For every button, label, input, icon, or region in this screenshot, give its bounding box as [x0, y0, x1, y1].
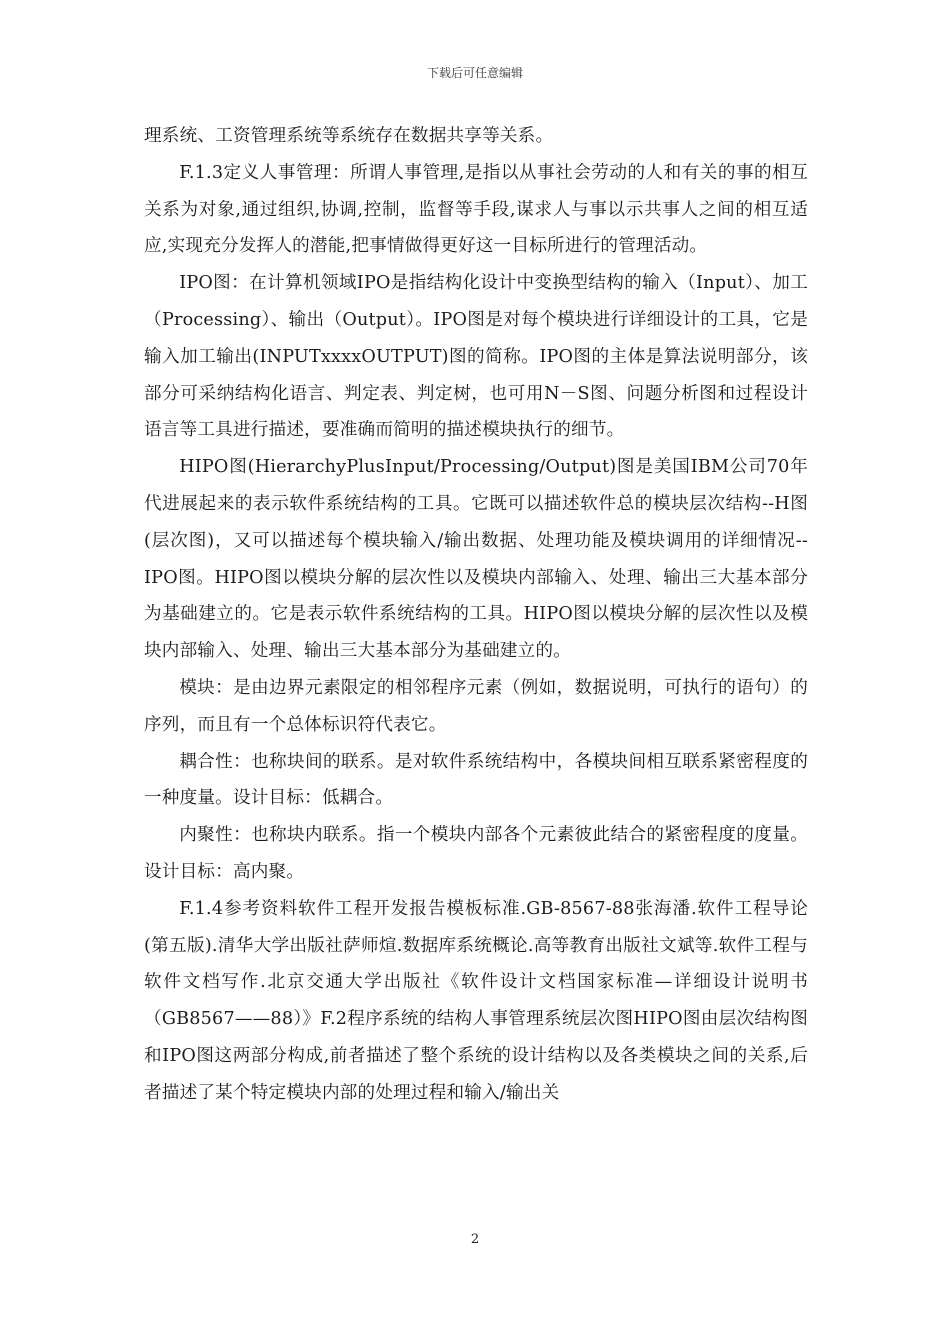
paragraph-ipo-chart: IPO图：在计算机领域IPO是指结构化设计中变换型结构的输入（Input）、加工（Processing）、输出（Output）。IPO图是对每个模块进行详细设计的工具，它是输入加工输出(INPUTxxxxOUTPUT)图的简称。IPO图的主体是算法说明部分，该部分可采纳结构化语言、判定表、判定树，也可用N－S图、问题分析图和过程设计语言等工具进行描述，要准确而简明的描述模块执行的细节。	[144, 273, 808, 441]
paragraph-references: F.1.4参考资料软件工程开发报告模板标准.GB-8567-88张海潘.软件工程导论(第五版).清华大学出版社萨师煊.数据库系统概论.高等教育出版社文斌等.软件工程与软件文档写作.北京交通大学出版社《软件设计文档国家标准—详细设计说明书（GB8567——88）》F.2程序系统的结构人事管理系统层次图HIPO图由层次结构图和IPO图这两部分构成,前者描述了整个系统的设计结构以及各类模块之间的关系,后者描述了某个特定模块内部的处理过程和输入/输出关	[144, 898, 808, 1103]
page-header: 下载后可任意编辑	[426, 66, 523, 80]
page-number: 2	[470, 1232, 480, 1247]
paragraph-cohesion: 内聚性：也称块内联系。指一个模块内部各个元素彼此结合的紧密程度的度量。设计目标：高内聚。	[144, 825, 808, 882]
paragraph-hipo-chart: HIPO图(HierarchyPlusInput/Processing/Output)图是美国IBM公司70年代进展起来的表示软件系统结构的工具。它既可以描述软件总的模块层次结构--H图(层次图)，又可以描述每个模块输入/输出数据、处理功能及模块调用的详细情况--IPO图。HIPO图以模块分解的层次性以及模块内部输入、处理、输出三大基本部分为基础建立的。它是表示软件系统结构的工具。HIPO图以模块分解的层次性以及模块内部输入、处理、输出三大基本部分为基础建立的。	[144, 457, 808, 662]
body-text	[144, 118, 808, 1112]
paragraph-coupling: 耦合性：也称块间的联系。是对软件系统结构中，各模块间相互联系紧密程度的一种度量。设计目标：低耦合。	[144, 751, 808, 809]
paragraph-module: 模块：是由边界元素限定的相邻程序元素（例如，数据说明，可执行的语句）的序列，而且有一个总体标识符代表它。	[144, 677, 808, 735]
paragraph-personnel-management: F.1.3定义人事管理：所谓人事管理,是指以从事社会劳动的人和有关的事的相互关系为对象,通过组织,协调,控制，监督等手段,谋求人与事以示共事人之间的相互适应,实现充分发挥人的潜能,把事情做得更好这一目标所进行的管理活动。	[144, 162, 808, 257]
paragraph-continuation: 理系统、工资管理系统等系统存在数据共享等关系。	[144, 126, 554, 146]
